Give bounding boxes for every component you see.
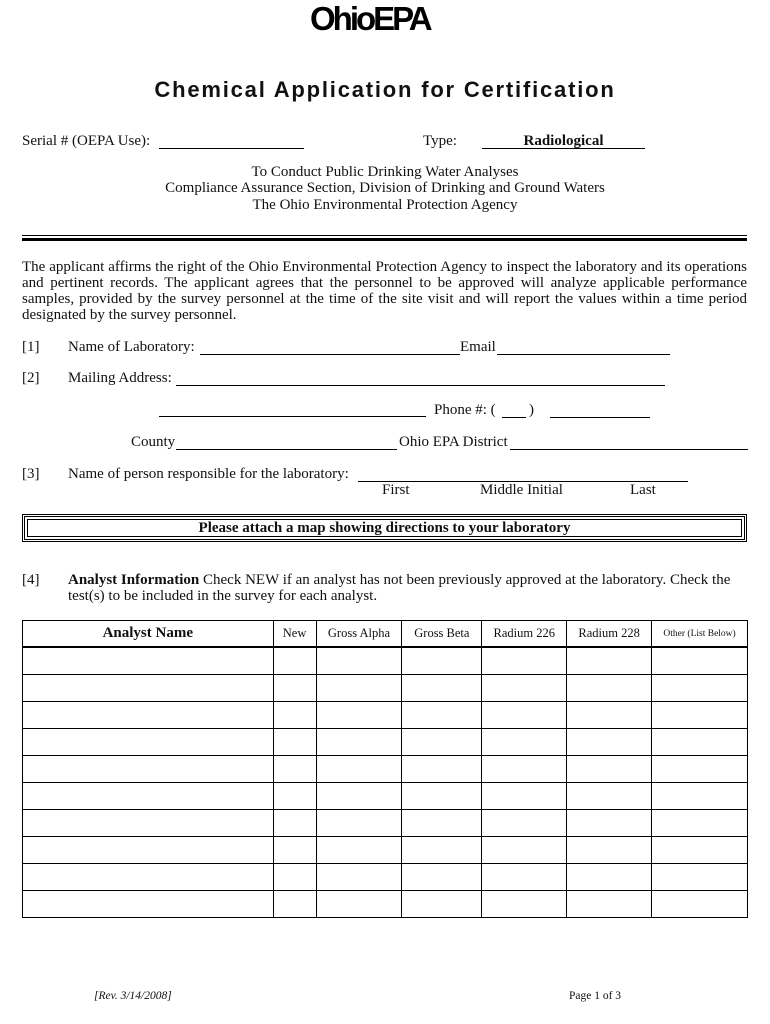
radium-228-checkbox-cell[interactable] xyxy=(567,810,652,837)
gross-alpha-checkbox-cell[interactable] xyxy=(316,647,402,675)
map-notice-box xyxy=(22,514,747,542)
county-field[interactable] xyxy=(176,435,397,450)
new-checkbox-cell[interactable] xyxy=(273,837,316,864)
ohio-epa-logo: OhioEPA xyxy=(310,0,430,37)
responsible-person-label: Name of person responsible for the laboratory: xyxy=(68,466,349,482)
gross-beta-checkbox-cell[interactable] xyxy=(402,837,482,864)
analyst-name-cell[interactable] xyxy=(23,837,274,864)
other-cell[interactable] xyxy=(652,864,748,891)
gross-beta-checkbox-cell[interactable] xyxy=(402,729,482,756)
radium-228-checkbox-cell[interactable] xyxy=(567,702,652,729)
radium-226-checkbox-cell[interactable] xyxy=(482,783,567,810)
analyst-table-header xyxy=(23,621,748,648)
mailing-address-label: Mailing Address: xyxy=(68,370,172,386)
email-label: Email xyxy=(460,339,496,355)
analyst-name-cell[interactable] xyxy=(23,647,274,675)
type-value: Radiological xyxy=(523,133,604,149)
radium-228-checkbox-cell[interactable] xyxy=(567,864,652,891)
other-cell[interactable] xyxy=(652,783,748,810)
analyst-info-heading: Analyst Information xyxy=(68,572,200,588)
radium-228-checkbox-cell[interactable] xyxy=(567,837,652,864)
table-row xyxy=(23,647,748,675)
gross-alpha-checkbox-cell[interactable] xyxy=(316,864,402,891)
other-cell[interactable] xyxy=(652,891,748,918)
phone-label: Phone #: ( xyxy=(434,402,496,418)
col-analyst-name: Analyst Name xyxy=(23,621,274,648)
gross-beta-checkbox-cell[interactable] xyxy=(402,783,482,810)
gross-alpha-checkbox-cell[interactable] xyxy=(316,729,402,756)
radium-226-checkbox-cell[interactable] xyxy=(482,837,567,864)
email-field[interactable] xyxy=(497,340,670,355)
gross-alpha-checkbox-cell[interactable] xyxy=(316,702,402,729)
other-cell[interactable] xyxy=(652,675,748,702)
analyst-name-cell[interactable] xyxy=(23,891,274,918)
subtitle-line-2: Compliance Assurance Section, Division of Drinking and Ground Waters xyxy=(165,180,605,196)
gross-beta-checkbox-cell[interactable] xyxy=(402,864,482,891)
gross-alpha-checkbox-cell[interactable] xyxy=(316,810,402,837)
analyst-name-cell[interactable] xyxy=(23,810,274,837)
item-number-3: [3] xyxy=(22,466,40,482)
table-row xyxy=(23,756,748,783)
new-checkbox-cell[interactable] xyxy=(273,864,316,891)
new-checkbox-cell[interactable] xyxy=(273,810,316,837)
analyst-name-cell[interactable] xyxy=(23,783,274,810)
radium-226-checkbox-cell[interactable] xyxy=(482,864,567,891)
table-row xyxy=(23,810,748,837)
other-cell[interactable] xyxy=(652,702,748,729)
radium-226-checkbox-cell[interactable] xyxy=(482,756,567,783)
section-divider xyxy=(22,235,747,241)
lab-name-label: Name of Laboratory: xyxy=(68,339,195,355)
col-gross-beta: Gross Beta xyxy=(402,621,482,648)
analyst-name-cell[interactable] xyxy=(23,702,274,729)
phone-paren-close: ) xyxy=(529,402,534,418)
analyst-name-cell[interactable] xyxy=(23,675,274,702)
radium-226-checkbox-cell[interactable] xyxy=(482,702,567,729)
radium-226-checkbox-cell[interactable] xyxy=(482,891,567,918)
other-cell[interactable] xyxy=(652,729,748,756)
table-row xyxy=(23,783,748,810)
serial-field[interactable] xyxy=(159,134,304,149)
analyst-info-text: Check NEW if an analyst has not been previously approved at the laboratory. Check the test(s) to be included in the survey for each analyst. xyxy=(68,572,731,604)
item-number-2: [2] xyxy=(22,370,40,386)
radium-228-checkbox-cell[interactable] xyxy=(567,647,652,675)
table-row xyxy=(23,729,748,756)
table-row xyxy=(23,675,748,702)
district-label: Ohio EPA District xyxy=(399,434,508,450)
other-cell[interactable] xyxy=(652,647,748,675)
table-row xyxy=(23,837,748,864)
radium-226-checkbox-cell[interactable] xyxy=(482,729,567,756)
gross-beta-checkbox-cell[interactable] xyxy=(402,675,482,702)
phone-area-code-field[interactable] xyxy=(502,403,526,418)
other-cell[interactable] xyxy=(652,756,748,783)
radium-228-checkbox-cell[interactable] xyxy=(567,891,652,918)
col-radium-228: Radium 228 xyxy=(567,621,652,648)
district-field[interactable] xyxy=(510,435,748,450)
page-number: Page 1 of 3 xyxy=(569,990,622,1002)
gross-beta-checkbox-cell[interactable] xyxy=(402,756,482,783)
new-checkbox-cell[interactable] xyxy=(273,891,316,918)
table-row xyxy=(23,702,748,729)
intro-paragraph: The applicant affirms the right of the Ohio Environmental Protection Agency to inspect the laboratory and its operations and pertinent records. The applicant agrees that the personnel to be approved will analyze applicable performance samples, provided by the survey personnel at the time of the site visit and will report the values within a time period designated by the survey personnel. xyxy=(22,259,747,323)
new-checkbox-cell[interactable] xyxy=(273,729,316,756)
col-new: New xyxy=(273,621,316,648)
type-label: Type: xyxy=(423,133,457,149)
gross-beta-checkbox-cell[interactable] xyxy=(402,647,482,675)
radium-226-checkbox-cell[interactable] xyxy=(482,810,567,837)
page-title: Chemical Application for Certification xyxy=(154,77,616,102)
gross-beta-checkbox-cell[interactable] xyxy=(402,702,482,729)
mailing-address-line2-field[interactable] xyxy=(159,402,426,417)
phone-number-field[interactable] xyxy=(550,403,650,418)
mailing-address-field[interactable] xyxy=(176,371,665,386)
lab-name-field[interactable] xyxy=(200,340,460,355)
new-checkbox-cell[interactable] xyxy=(273,756,316,783)
col-gross-alpha: Gross Alpha xyxy=(316,621,402,648)
other-cell[interactable] xyxy=(652,810,748,837)
serial-label: Serial # (OEPA Use): xyxy=(22,133,151,149)
radium-226-checkbox-cell[interactable] xyxy=(482,675,567,702)
radium-228-checkbox-cell[interactable] xyxy=(567,729,652,756)
first-name-caption: First xyxy=(382,482,410,498)
analyst-table xyxy=(22,620,748,918)
other-cell[interactable] xyxy=(652,837,748,864)
responsible-person-field[interactable] xyxy=(358,467,688,482)
table-row xyxy=(23,891,748,918)
gross-beta-checkbox-cell[interactable] xyxy=(402,891,482,918)
new-checkbox-cell[interactable] xyxy=(273,783,316,810)
subtitle-line-3: The Ohio Environmental Protection Agency xyxy=(252,197,518,213)
radium-226-checkbox-cell[interactable] xyxy=(482,647,567,675)
map-notice-text: Please attach a map showing directions to your laboratory xyxy=(198,520,571,536)
gross-beta-checkbox-cell[interactable] xyxy=(402,810,482,837)
item-number-4: [4] xyxy=(22,572,40,588)
new-checkbox-cell[interactable] xyxy=(273,647,316,675)
analyst-name-cell[interactable] xyxy=(23,864,274,891)
gross-alpha-checkbox-cell[interactable] xyxy=(316,675,402,702)
county-label: County xyxy=(131,434,176,450)
gross-alpha-checkbox-cell[interactable] xyxy=(316,837,402,864)
subtitle-line-1: To Conduct Public Drinking Water Analyses xyxy=(251,164,519,180)
gross-alpha-checkbox-cell[interactable] xyxy=(316,756,402,783)
table-row xyxy=(23,864,748,891)
new-checkbox-cell[interactable] xyxy=(273,702,316,729)
analyst-info-paragraph xyxy=(68,572,748,604)
analyst-name-cell[interactable] xyxy=(23,729,274,756)
last-name-caption: Last xyxy=(630,482,656,498)
middle-initial-caption: Middle Initial xyxy=(480,482,563,498)
radium-228-checkbox-cell[interactable] xyxy=(567,756,652,783)
item-number-1: [1] xyxy=(22,339,40,355)
gross-alpha-checkbox-cell[interactable] xyxy=(316,891,402,918)
gross-alpha-checkbox-cell[interactable] xyxy=(316,783,402,810)
radium-228-checkbox-cell[interactable] xyxy=(567,675,652,702)
col-other: Other (List Below) xyxy=(652,621,748,648)
analyst-name-cell[interactable] xyxy=(23,756,274,783)
col-radium-226: Radium 226 xyxy=(482,621,567,648)
radium-228-checkbox-cell[interactable] xyxy=(567,783,652,810)
revision-date: [Rev. 3/14/2008] xyxy=(94,990,172,1002)
new-checkbox-cell[interactable] xyxy=(273,675,316,702)
